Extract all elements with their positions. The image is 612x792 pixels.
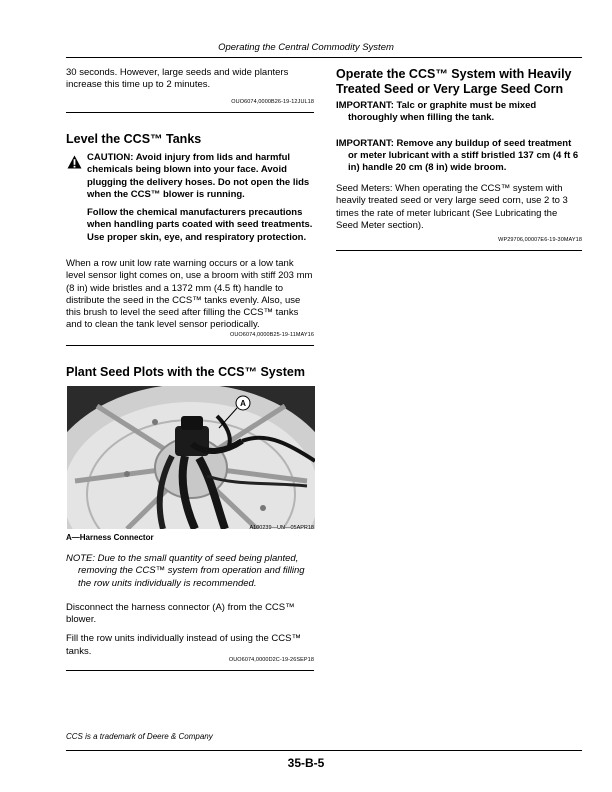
- level-heading: Level the CCS™ Tanks: [66, 132, 202, 146]
- caution-block: [87, 152, 313, 244]
- level-ref: OUO6074,0000B25-19-11MAY16: [229, 332, 314, 338]
- step-2-text: Fill the row units individually instead of using the CCS™ tanks.: [66, 633, 301, 657]
- plots-ref: OUO6074,0000D2C-19-26SEP18: [228, 657, 314, 663]
- page-number: 35-B-5: [287, 756, 325, 770]
- right-ref: WP29706,00007E6-19-30MAY18: [498, 237, 582, 243]
- running-header: Operating the Central Commodity System: [218, 42, 394, 53]
- important-text-2: IMPORTANT: Remove any buildup of seed treatment or meter lubricant with a stiff bristled 137 cm (4 ft 6 in) handle 20 cm (8 in) wide broom.: [336, 137, 579, 174]
- right-section: [336, 67, 582, 97]
- level-section: [66, 132, 314, 147]
- photo-illustration: [67, 386, 315, 529]
- section-divider: [66, 112, 314, 113]
- section-divider: [66, 670, 314, 671]
- level-body-text: When a row unit low rate warning occurs or a low tank level sensor light comes on, use a broom with stiff 203 mm (8 in) wide bristles and a 1372 mm (4.5 ft) handle to distribute the seed in the CCS™ tanks evenly. Also, use this brush to level the seed after filling the CCS™ tanks and to clean the tank level sensor periodically.: [66, 258, 313, 331]
- harness-connector-photo: [67, 386, 315, 529]
- section-divider: [336, 250, 582, 251]
- right-body: [336, 183, 582, 232]
- caution-text-2: Follow the chemical manufacturers precautions when handling parts coated with seed treatments. Use proper skin, eye, and respiratory protection.: [87, 207, 313, 243]
- intro-ref: OUO6074,0000B26-19-12JUL18: [231, 99, 314, 105]
- callout-a-label: A: [240, 399, 246, 408]
- right-body-text: Seed Meters: When operating the CCS™ system with heavily treated seed or very large seed corn, use 2 to 3 times the rate of meter lubricant (See Lubricating the Seed Meter section).: [336, 183, 568, 231]
- important-text-1: IMPORTANT: Talc or graphite must be mixed thoroughly when filling the tank.: [336, 100, 537, 124]
- section-divider: [66, 345, 314, 346]
- right-heading: Operate the CCS™ System with Heavily Treated Seed or Very Large Seed Corn: [336, 67, 572, 96]
- figure-caption: A—Harness Connector: [66, 533, 154, 542]
- plots-heading: Plant Seed Plots with the CCS™ System: [66, 365, 305, 379]
- caution-text-1: CAUTION: Avoid injury from lids and harmful chemicals being blown into your face. Avoid plugging the delivery hoses. Do not open the lids when the CCS™ blower is running.: [87, 152, 310, 200]
- important-block: [336, 100, 582, 174]
- figure-id: A100239—UN—05APR18: [249, 525, 314, 531]
- plots-body: [66, 553, 314, 658]
- footer-rule: [66, 750, 582, 751]
- intro-text: 30 seconds. However, large seeds and wide planters increase this time up to 2 minutes.: [66, 67, 289, 91]
- plots-section: [66, 365, 314, 380]
- level-body: [66, 258, 314, 332]
- caution-icon: [67, 155, 82, 169]
- trademark-note: CCS is a trademark of Deere & Company: [66, 732, 213, 741]
- intro-paragraph: [66, 67, 314, 92]
- header-rule: [66, 57, 582, 58]
- step-1-text: Disconnect the harness connector (A) from the CCS™ blower.: [66, 601, 295, 626]
- note-text: NOTE: Due to the small quantity of seed being planted, removing the CCS™ system from operation and filling the row units individually is recommended.: [66, 553, 305, 589]
